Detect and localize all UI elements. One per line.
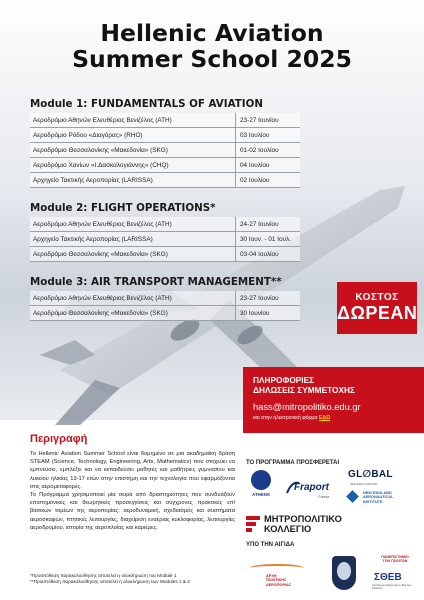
table-row — [30, 128, 300, 143]
row-place: Αεροδρόμιο Αθηνών Ελευθέριος Βενιζέλος (ATH) — [30, 217, 236, 231]
form-prefix: και στην ηλεκτρονική φόρμα — [253, 415, 318, 421]
module-title: Module 1: FUNDAMENTALS OF AVIATION — [30, 98, 264, 110]
description-paragraph-1: Το Hellenic Aviation Summer School είναι δομημένο σε μια ακαδημαϊκή δράση STEAM (Science, Technology, Engineering, Arts, Mathematics) που στοχεύει να εμπνεύσει, εμπλέξει και να εκπαιδεύσει μαθητές και μαθήτριες γυμνασίου και λυκείου ηλικίας 13-17 ετών στην επιστήμη και την τεχνολογία που εφαρμόζονται στις αερομεταφορές. — [30, 451, 235, 490]
row-date: 30 Ιουν. - 01 Ιουλ. — [240, 235, 292, 243]
university-logo-text — [370, 555, 420, 564]
footnotes — [30, 573, 250, 585]
table-row — [30, 232, 300, 247]
row-place: Αρχηγείο Τακτικής Αεροπορίας (LARISSA) — [30, 173, 236, 187]
row-place: Αεροδρόμιο Ρόδου «Διαγόρας» (RHO) — [30, 128, 236, 142]
contact-email-link[interactable]: hass@mitropolitiko.edu.gr — [253, 402, 361, 412]
mitropolitiko-logo — [246, 514, 416, 534]
fraport-logo-sub: Greece — [318, 495, 330, 499]
table-row — [30, 158, 300, 173]
athens-airport-icon — [251, 470, 271, 490]
table-row — [30, 306, 300, 321]
title-line-2: Summer School 2025 — [72, 45, 352, 73]
fraport-logo — [286, 475, 342, 501]
mk-line-1: ΜΗΤΡΟΠΟΛΙΤΙΚΟ — [264, 514, 342, 524]
table-row — [30, 173, 300, 188]
table-row — [30, 113, 300, 128]
nea-institute-logo — [348, 490, 408, 506]
description-title: Περιγραφή — [30, 433, 88, 445]
cost-value: ΔΩΡΕΑΝ — [337, 303, 418, 323]
module-title: Module 2: FLIGHT OPERATIONS* — [30, 202, 216, 214]
row-place: Αεροδρόμιο Αθηνών Ελευθέριος Βενιζέλος (ATH) — [30, 291, 236, 305]
mitropolitiko-logo-text — [264, 515, 342, 534]
footnote-2: **Προϋπόθεση παρακολούθησης αποτελεί η ολοκλήρωση των Modules 1 & 2 — [30, 579, 190, 584]
row-place: Αεροδρόμιο Θεσσαλονίκης «Μακεδονία» (SKG) — [30, 247, 236, 261]
description-text — [30, 450, 235, 532]
hasa-line-3: ΑΕΡΟΠΟΡΙΑΣ — [266, 582, 292, 587]
registration-info-box — [243, 367, 424, 433]
mk-line-2: ΚΟΛΛΕΓΙΟ — [264, 523, 312, 534]
row-date: 30 Ιουνίου — [240, 309, 270, 317]
page-title — [0, 20, 424, 72]
module-title: Module 3: AIR TRANSPORT MANAGEMENT** — [30, 276, 282, 288]
row-date: 23-27 Ιουνίου — [240, 294, 279, 302]
module-2 — [30, 202, 300, 262]
nea-diamond-icon — [346, 490, 359, 503]
description-paragraph-2: Το Πρόγραμμα χρησιμοποιεί μία σειρά από δραστηριότητες που συνδυάζουν επιστημονικές και θεωρητικές προσεγγίσεις και σύγχρονες πρακτικές επί βασικών τομέων της αεροπορίας: αεροδυναμική, σχεδιασμός και συστήματα αεροσκαφών, πτητικές λειτουργίες, διαχείριση εναέριας κυκλοφορίας, λειτουργίες αεροδρομίου, ιστορία της αεροπλοΐας και καριέρες. — [30, 492, 235, 531]
nea-line-2: AERONAUTICAL — [363, 495, 394, 500]
row-place: Αεροδρόμιο Χανίων «Ι.Δασκαλογιάννης» (CHQ) — [30, 158, 236, 172]
info-heading-1: ΠΛΗΡΟΦΟΡΙΕΣ — [253, 375, 315, 385]
row-date: 03 Ιουλίου — [240, 131, 270, 139]
university-logo — [364, 554, 420, 568]
shield-emblem-icon — [337, 562, 351, 580]
hasa-line-2: ΠΟΛΙΤΙΚΗΣ — [266, 578, 287, 583]
info-heading-2: ΔΗΛΩΣΕΙΣ ΣΥΜΜΕΤΟΧΗΣ — [253, 385, 355, 395]
row-date: 04 Ιουλίου — [240, 161, 270, 169]
row-date: 24-27 Ιουνίου — [240, 220, 279, 228]
module-1 — [30, 98, 300, 188]
row-date: 23-27 Ιουνίου — [240, 116, 279, 124]
athens-logo-text: ATHENS — [252, 492, 270, 497]
table-row — [30, 247, 300, 262]
table-row — [30, 143, 300, 158]
mitropolitiko-bars-icon — [246, 516, 260, 532]
univ-line-1: ΠΑΝΕΠΙΣΤΗΜΙΟ — [381, 555, 409, 559]
hasa-wing-icon — [250, 564, 304, 572]
athens-airport-logo — [246, 470, 276, 506]
row-date: 03-04 Ιουλίου — [240, 250, 279, 258]
under-aegis-label: ΥΠΟ ΤΗΝ ΑΙΓΙΔΑ — [246, 542, 295, 548]
civil-aviation-authority-logo — [246, 556, 316, 592]
global-logo: GL∅BAL — [348, 469, 393, 480]
form-link[interactable]: ΕΔΩ — [318, 415, 331, 421]
title-line-1: Hellenic Aviation — [100, 19, 324, 47]
seve-logo-sub: Σύνδεσμος Εξαγωγέων Βορείου Ελλάδος — [372, 583, 412, 591]
nea-logo-text — [363, 491, 393, 504]
nea-line-1: NEW ENGLAND — [363, 491, 392, 495]
footnote-1: *Προϋπόθεση παρακολούθησης αποτελεί η ολοκλήρωση του Module 1 — [30, 573, 177, 578]
module-3 — [30, 276, 300, 321]
global-logo-sub: HELLENIC AVIATION — [350, 482, 377, 486]
row-date: 02 Ιουλίου — [240, 176, 270, 184]
nea-line-3: INSTITUTE — [363, 499, 383, 504]
seve-logo — [366, 572, 418, 594]
row-place: Αρχηγείο Τακτικής Αεροπορίας (LARISSA) — [30, 232, 236, 246]
fraport-logo-text: Fraport — [294, 482, 329, 493]
row-date: 01-02 Ιουλίου — [240, 146, 279, 154]
seve-logo-text: ΣΘΕΒ — [374, 572, 402, 583]
form-note — [253, 415, 414, 421]
hasa-logo-text — [266, 574, 291, 587]
cost-badge — [337, 282, 417, 334]
offered-by-label: ΤΟ ΠΡΟΓΡΑΜΜΑ ΠΡΟΣΦΕΡΕΤΑΙ — [246, 460, 340, 466]
row-place: Αεροδρόμιο Θεσσαλονίκης «Μακεδονία» (SKG) — [30, 306, 236, 320]
table-row — [30, 291, 300, 306]
table-row — [30, 217, 300, 232]
univ-line-2: ΤΟΝ ΠΟΛΙΤΩΝ — [382, 559, 408, 564]
hasa-line-1: ΑΡΧΗ — [266, 574, 277, 578]
row-place: Αεροδρόμιο Θεσσαλονίκης «Μακεδονία» (SKG) — [30, 143, 236, 157]
air-force-shield-logo — [332, 556, 356, 590]
row-place: Αεροδρόμιο Αθηνών Ελευθέριος Βενιζέλος (ATH) — [30, 113, 236, 127]
cost-label: ΚΟΣΤΟΣ — [355, 292, 399, 303]
